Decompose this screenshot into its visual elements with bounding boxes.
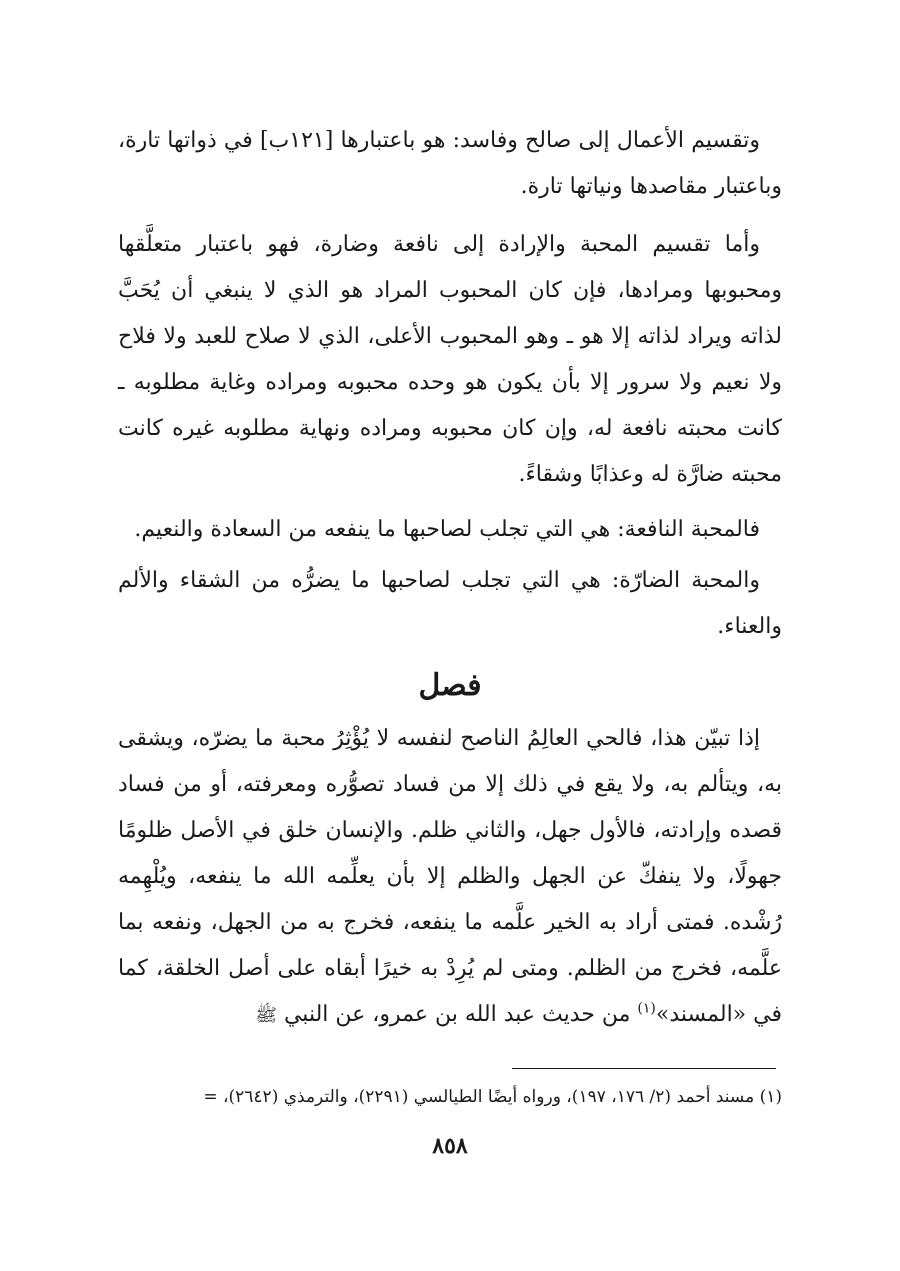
- salutation-glyph: ﷺ: [255, 1005, 277, 1026]
- section-text-after-ref: من حديث عبد الله بن عمرو، عن النبي: [276, 1002, 638, 1027]
- footnote: (١) مسند أحمد (٢/ ١٧٦، ١٩٧)، ورواه أيضًا الطيالسي (٢٢٩١)، والترمذي (٢٦٤٢)، =: [203, 1087, 782, 1107]
- section-text-before-ref: إذا تبيّن هذا، فالحي العالِمُ الناصح لنفسه لا يُؤْثِرُ محبة ما يضرّه، ويشقى به، ويتألم به، ولا يقع في ذلك إلا من فساد تصوُّره ومعرفته، أو من فساد قصده وإرادته، فالأول جهل، والثاني ظلم. والإنسان خلق في الأصل ظلومًا جهولًا، ولا ينفكّ عن الجهل والظلم إلا بأن يعلِّمه الله ما ينفعه، ويُلْهِمه رُشْده. فمتى أراد به الخير علَّمه ما ينفعه، فخرج به من الجهل، ونفعه بما علَّمه، فخرج من الظلم. ومتى لم يُرِدْ به خيرًا أبقاه على أصل الخلقة، كما في «المسند»: [118, 726, 782, 1027]
- paragraph-4: والمحبة الضارّة: هي التي تجلب لصاحبها ما يضرُّه من الشقاء والألم والعناء.: [118, 568, 782, 639]
- footnote-reference: (١): [637, 1000, 656, 1017]
- paragraph-1: وتقسيم الأعمال إلى صالح وفاسد: هو باعتبارها [١٢١ب] في ذواتها تارة، وباعتبار مقاصدها ونياتها تارة.: [118, 128, 782, 199]
- page-number: ٨٥٨: [432, 1133, 468, 1159]
- paragraph-3: فالمحبة النافعة: هي التي تجلب لصاحبها ما ينفعه من السعادة والنعيم.: [134, 517, 760, 542]
- page-body: [118, 118, 782, 1039]
- paragraph-2: وأما تقسيم المحبة والإرادة إلى نافعة وضارة، فهو باعتبار متعلَّقها ومحبوبها ومرادها، فإن كان المحبوب المراد هو الذي لا ينبغي أن يُحَبَّ لذاته ويراد لذاته إلا هو ـ وهو المحبوب الأعلى، الذي لا صلاح للعبد ولا فلاح ولا نعيم ولا سرور إلا بأن يكون هو وحده محبوبه ومراده وغاية مطلوبه ـ كانت محبته نافعة له، وإن كان محبوبه ومراده ونهاية مطلوبه غيره كانت محبته ضارَّة له وعذابًا وشقاءً.: [118, 232, 782, 487]
- footnote-divider: [512, 1068, 776, 1069]
- section-paragraph: [118, 716, 782, 1039]
- section-heading: فصل: [418, 668, 482, 703]
